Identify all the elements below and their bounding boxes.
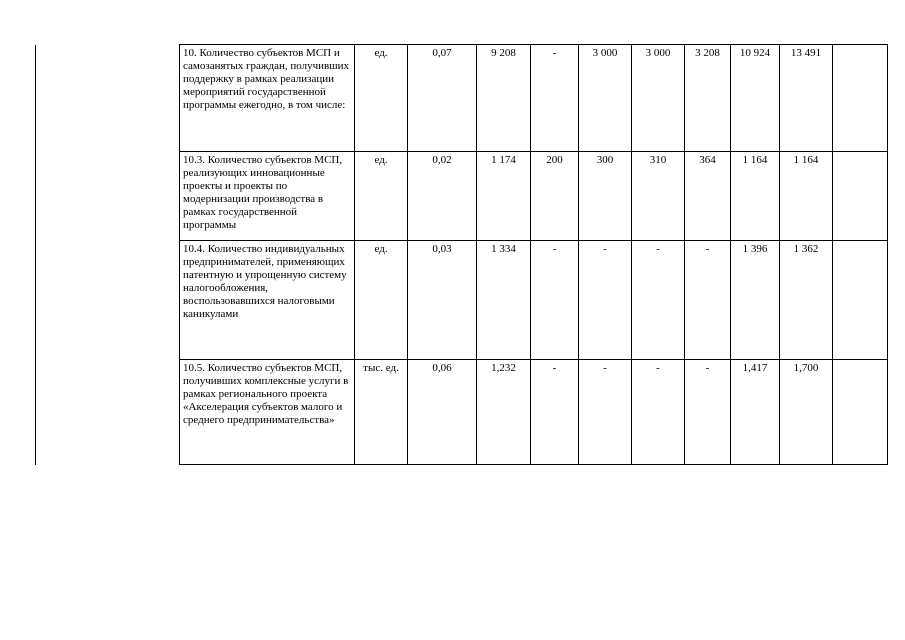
unit-cell: ед. (355, 45, 408, 152)
leading-blank-cell (36, 152, 180, 241)
table-row (36, 152, 888, 241)
value-cell: 310 (632, 152, 685, 241)
value-cell: 1,417 (731, 360, 780, 465)
value-cell: - (531, 241, 579, 360)
base-value-cell: 1 174 (477, 152, 531, 241)
weight-cell: 0,03 (408, 241, 477, 360)
value-cell: 1 362 (780, 241, 833, 360)
base-value-cell: 9 208 (477, 45, 531, 152)
value-cell: - (579, 360, 632, 465)
value-cell: 3 000 (632, 45, 685, 152)
value-cell: 10 924 (731, 45, 780, 152)
indicator-description-cell: 10.3. Количество субъектов МСП, реализующих инновационные проекты и проекты по модернизации производства в рамках государственной программы (180, 152, 355, 241)
empty-cell (833, 360, 888, 465)
leading-blank-cell (36, 45, 180, 152)
value-cell: - (531, 360, 579, 465)
value-cell: 3 000 (579, 45, 632, 152)
value-cell: - (632, 360, 685, 465)
empty-cell (833, 241, 888, 360)
empty-cell (833, 152, 888, 241)
table-row (36, 45, 888, 152)
value-cell: 1 164 (780, 152, 833, 241)
value-cell: - (632, 241, 685, 360)
value-cell: - (531, 45, 579, 152)
value-cell: 200 (531, 152, 579, 241)
base-value-cell: 1 334 (477, 241, 531, 360)
unit-cell: тыс. ед. (355, 360, 408, 465)
value-cell: 364 (685, 152, 731, 241)
indicator-description-cell: 10.5. Количество субъектов МСП, получивших комплексные услуги в рамках регионального проекта «Акселерация субъектов малого и среднего предпринимательства» (180, 360, 355, 465)
weight-cell: 0,02 (408, 152, 477, 241)
indicator-description-cell: 10.4. Количество индивидуальных предпринимателей, применяющих патентную и упрощенную систему налогообложения, воспользовавшихся налоговыми каникулами (180, 241, 355, 360)
leading-blank-cell (36, 241, 180, 360)
unit-cell: ед. (355, 152, 408, 241)
indicator-description-cell: 10. Количество субъектов МСП и самозанятых граждан, получивших поддержку в рамках реализации мероприятий государственной программы ежегодно, в том числе: (180, 45, 355, 152)
value-cell: 3 208 (685, 45, 731, 152)
weight-cell: 0,06 (408, 360, 477, 465)
weight-cell: 0,07 (408, 45, 477, 152)
value-cell: 13 491 (780, 45, 833, 152)
value-cell: 1,700 (780, 360, 833, 465)
value-cell: - (685, 241, 731, 360)
table-row (36, 360, 888, 465)
unit-cell: ед. (355, 241, 408, 360)
base-value-cell: 1,232 (477, 360, 531, 465)
value-cell: 300 (579, 152, 632, 241)
table-body (36, 45, 888, 465)
table-row (36, 241, 888, 360)
empty-cell (833, 45, 888, 152)
indicators-table (35, 44, 888, 465)
value-cell: 1 164 (731, 152, 780, 241)
leading-blank-cell (36, 360, 180, 465)
value-cell: 1 396 (731, 241, 780, 360)
value-cell: - (579, 241, 632, 360)
value-cell: - (685, 360, 731, 465)
